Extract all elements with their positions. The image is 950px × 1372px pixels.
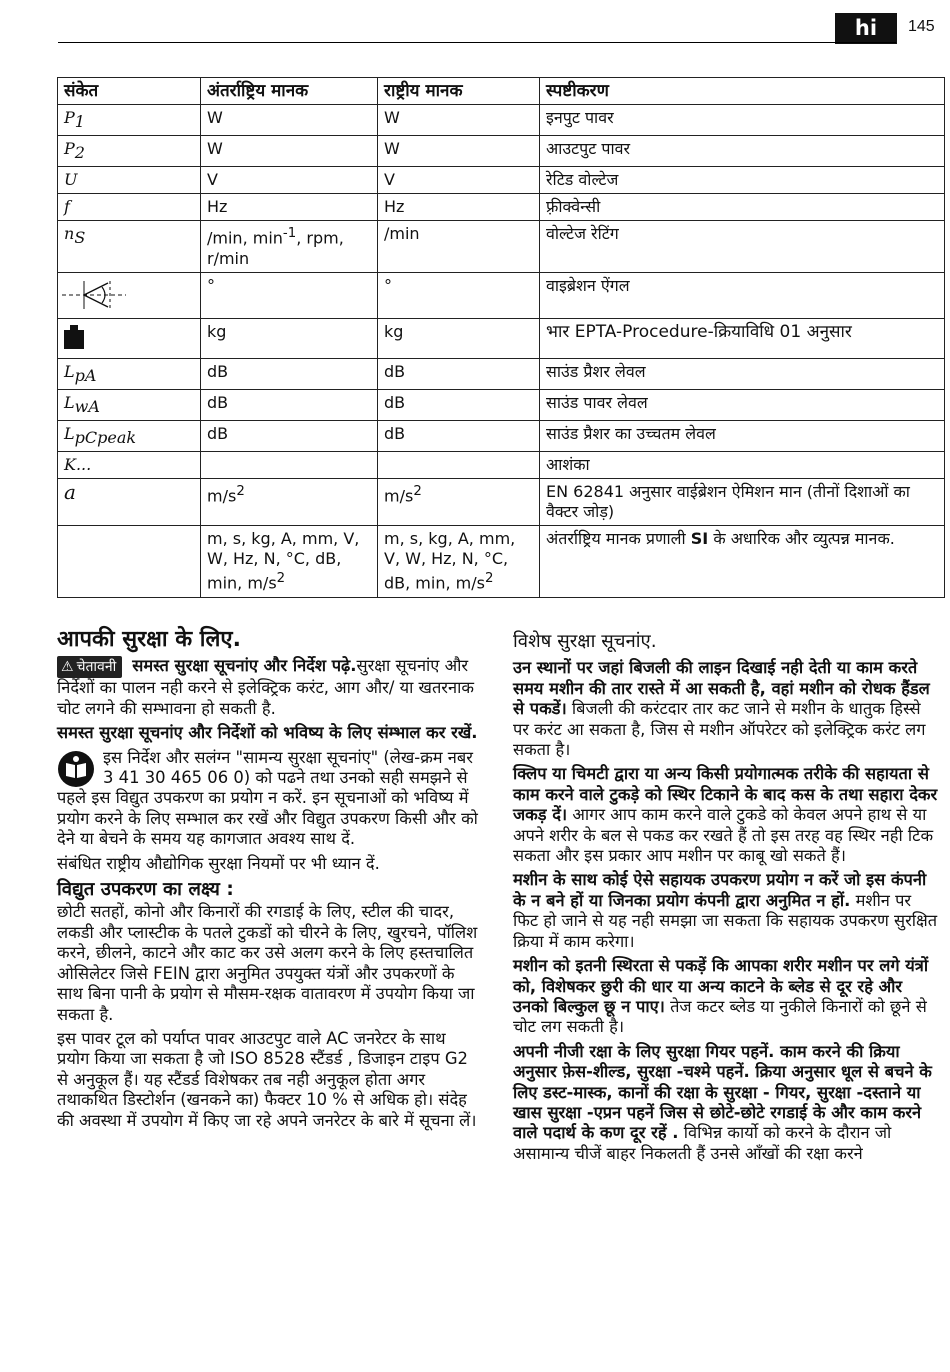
expl-cell: साउंड प्रैशर लेवल [540,358,945,389]
expl-cell: इनपुट पावर [540,105,945,136]
table-row [58,105,945,136]
intl-cell: Hz [201,194,378,221]
symbol-sub: pCpeak [74,428,137,448]
symbol: U [64,170,78,190]
para-text: विभिन्न कार्यो को करने के दौरान जो असामान्य चीजें बाहर निकलती हैं उनसे आँखों की रक्षा करने [513,1123,892,1163]
expl-cell: फ़्रीक्वेन्सी [540,194,945,221]
intl-cell [201,221,378,272]
intl-cell [201,479,378,526]
intl-cell: dB [201,421,378,452]
left-column [57,627,480,1135]
symbol-cell [58,389,201,420]
para-bold: अपनी नीजी रक्षा के लिए सुरक्षा गियर पहनें. काम करने की क्रिया अनुसार फ़ेस-शील्ड, सुरक्षा -चश्मे पहनें. क्रिया अनुसार धूल से बचने के लिए डस्ट-मास्क, कानों की रक्षा के सुरक्षा - गियर, सुरक्षा -दस्ताने या खास सुरक्षा -एप्रन पहनें जिस से छोटे-छोटे रगडाई के और काम करने वाले पदार्थ के कण दूर रहें . [513,1041,932,1143]
intl-sup: 2 [236,484,245,500]
doc-paragraph [57,748,480,850]
symbol: n [64,224,75,244]
symbol: K... [64,455,92,475]
table-row [58,358,945,389]
symbol-sub: wA [74,397,100,417]
nat-value: m/s [384,486,414,506]
symbol-cell [58,221,201,272]
symbol: L [64,392,75,412]
table-row [58,479,945,526]
symbol-cell [58,318,201,358]
intl-cell: V [201,167,378,194]
para-bold: उन स्थानों पर जहां बिजली की लाइन दिखाई नही देती या काम करते समय मशीन की तार रास्ते में आ सकती है, वहां मशीन को रोधक हैंडल से पकडें। [513,658,930,719]
nat-cell: dB [378,358,540,389]
table-row [58,167,945,194]
symbol: P [64,108,75,127]
table-row [58,389,945,420]
expl-cell: साउंड प्रैशर का उच्चतम लेवल [540,421,945,452]
intl-cell: kg [201,318,378,358]
warning-bold: समस्त सुरक्षा सूचनांए और निर्देश पढ़े. [132,656,357,676]
para-text: तेज कटर ब्लेड या नुकीले किनारों को छूने से चोट लग सकती है। [513,996,927,1037]
nat-value: m, s, kg, A, mm, V, W, Hz, N, °C, dB, min, m/s [384,529,516,593]
expl-cell: आउटपुट पावर [540,136,945,167]
header-symbol: संकेत [58,78,201,105]
expl-cell: रेटिड वोल्टेज [540,167,945,194]
intl-value: /min, min [207,228,283,248]
table-row [58,221,945,272]
generator-text: इस पावर टूल को पर्याप्त पावर आउटपुट वाले AC जनरेटर के साथ प्रयोग किया जा सकता है जो ISO 8528 स्टैंडर्ड , डिजाइन टाइप G2 से अनुकूल हैं। यह स्टैंडर्ड विशेषकर तब नही अनुकूल होता अगर तथाकथित डिस्टोर्शन (खनकने का) फैक्टर 10 % से अधिक हो। संदेह की अवस्था में उपयोग में किए जा रहे अपने जनरेटर के बारे में सूचना लें। [57,1028,477,1130]
nat-cell: V [378,167,540,194]
table-row [58,526,945,597]
para-bold: मशीन को इतनी स्थिरता से पकड़ें कि आपका शरीर मशीन पर लगे यंत्रों को, विशेषकर छुरी की धार या अन्य काटने के ब्लेड से दूर रहे और उनको बिल्कुल छू न पाए। [513,956,929,1016]
expl-si: SI [690,529,709,549]
national-rules: संबंधित राष्ट्रीय औद्योगिक सुरक्षा नियमों पर भी ध्यान दें. [57,853,380,873]
expl-cell [540,526,945,597]
right-paragraph-2 [513,764,938,866]
table-row [58,318,945,358]
nat-cell [378,479,540,526]
symbol-sub: S [74,228,86,248]
nat-cell: W [378,105,540,136]
right-paragraph-4 [513,956,938,1038]
expl-post: के अधारिक और व्युत्पन्न मानक. [708,529,895,549]
intl-cell [201,526,378,597]
nat-cell: dB [378,389,540,420]
warning-badge [57,656,122,678]
symbol-cell [58,272,201,318]
warning-triangle-icon: ⚠ [61,659,74,676]
symbol-sub: 2 [74,143,85,163]
symbol-table [57,77,945,598]
expl-cell: EN 62841 अनुसार वाईब्रेशन ऐमिशन मान (तीनों दिशाओं का वैक्टर जोड़) [540,479,945,526]
nat-cell: kg [378,318,540,358]
para-text: बिजली की करंटदार तार कट जाने से मशीन के धातुक हिस्से पर करंट आ सकता है, जिस से मशीन ऑपरेटर को इलेक्ट्रिक करंट लग सकता है। [513,699,926,760]
symbol: a [64,480,76,505]
symbol: L [64,424,75,444]
special-safety-title: विशेष सुरक्षा सूचनांए. [513,631,657,652]
nat-sup: 2 [413,484,422,500]
doc-text: इस निर्देश और सलंग्न "सामन्य सुरक्षा सूचनांए" (लेख-क्रम नबर 3 41 30 465 06 0) को पढने तथा उनको सही समझने से पहले इस विद्युत उपकरण का प्रयोग न करें. इन सूचनाओं को भविष्य में प्रयोग करने के लिए सम्भाल कर रखें और विद्युत उपकरण किसी और को देने या बेचने के समय यह कागजात अवश्य साथ दें. [57,747,478,849]
nat-cell [378,526,540,597]
table-row [58,272,945,318]
header-international: अंतर्राष्ट्रिय मानक [201,78,378,105]
para-bold: क्लिप या चिमटी द्वारा या अन्य किसी प्रयोगात्मक तरीके की सहायता से काम करने वाले टुकड़े को स्थिर टिकाने के बाद कस के तथा सहारा देकर जकड़ दें। [513,764,938,825]
table-row [58,452,945,479]
safety-title: आपकी सुरक्षा के लिए. [57,627,241,652]
right-paragraph-5 [513,1042,938,1164]
symbol-cell [58,105,201,136]
symbol-sub: pA [74,365,97,385]
purpose-title: विद्युत उपकरण का लक्ष्य : [57,879,234,901]
para-text: आगर आप काम करने वाले टुकडे को केवल अपने हाथ से या अपने शरीर के बल से पकड कर रखते हैं तो इस तरह वह स्थिर नही टिक सकता और इस प्रकार आप मशीन पर काबू खो सकते हैं। [513,805,934,866]
symbol: f [64,197,70,217]
table-row [58,136,945,167]
intl-cell: dB [201,389,378,420]
expl-pre: अंतर्राष्ट्रिय मानक प्रणाली [546,529,691,549]
intl-value: m/s [207,486,237,506]
vibration-angle-icon [62,279,126,311]
intl-cell: ° [201,272,378,318]
intl-cell [201,452,378,479]
para-text: मशीन पर फिट हो जाने से यह नही समझा जा सकता कि सहायक उपकरण सुरक्षित क्रिया में काम करेगा। [513,890,938,951]
intl-sup: 2 [276,571,286,587]
weight-icon [62,325,86,349]
nat-cell: dB [378,421,540,452]
intl-cell: dB [201,358,378,389]
expl-cell: भार EPTA-Procedure-क्रियाविधि 01 अनुसार [540,318,945,358]
table-row [58,194,945,221]
expl-cell: साउंड पावर लेवल [540,389,945,420]
keep-instructions: समस्त सुरक्षा सूचनांए और निर्देशों को भविष्य के लिए संम्भाल कर रखें. [57,723,478,743]
nat-cell: W [378,136,540,167]
read-manual-icon [57,750,95,788]
intl-value-post: , rpm, r/min [207,228,344,268]
symbol-cell [58,526,201,597]
symbol-cell [58,479,201,526]
expl-cell: वोल्टेज रेटिंग [540,221,945,272]
table-row [58,421,945,452]
intl-value: m, s, kg, A, mm, V, W, Hz, N, °C, dB, min, m/s [207,529,360,593]
expl-cell: वाइब्रेशन ऐंगल [540,272,945,318]
language-badge: hi [835,13,897,44]
symbol: P [64,139,75,159]
nat-cell: /min [378,221,540,272]
right-column [513,632,938,1168]
symbol-cell [58,358,201,389]
symbol-sub: 1 [74,112,85,132]
symbol-cell [58,421,201,452]
intl-cell: W [201,136,378,167]
warning-paragraph [57,656,480,719]
intl-sup: -1 [282,226,297,242]
symbol-cell [58,136,201,167]
right-paragraph-1 [513,658,938,760]
symbol-cell [58,452,201,479]
intl-cell: W [201,105,378,136]
warning-label: चेतावनी [76,659,117,676]
symbol-cell [58,167,201,194]
para-bold: मशीन के साथ कोई ऐसे सहायक उपकरण प्रयोग न करें जो इस कंपनी के न बने हों या जिनका प्रयोग कंपनी द्वारा अनुमित न हों. [513,870,927,910]
right-paragraph-3 [513,870,938,952]
header-national: राष्ट्रीय मानक [378,78,540,105]
nat-cell: Hz [378,194,540,221]
symbol: L [64,361,75,381]
nat-cell: ° [378,272,540,318]
nat-sup: 2 [484,571,494,587]
header-rule [58,42,896,43]
nat-cell [378,452,540,479]
expl-cell: आशंका [540,452,945,479]
table-header-row [58,78,945,105]
purpose-text: छोटी सतहों, कोनो और किनारों की रगडाई के लिए, स्टील की चादर, लकडी और प्लास्टीक के पतले टुकडों को चीरने के लिए, खुरचने, पॉलिश करने, छीलने, काटने और काट कर उसे अलग करने के लिए हस्तचालित ओसिलेटर जिसे FEIN द्वारा अनुमित उपयुक्त यंत्रों और उपकरणों के साथ बिना पानी के प्रयोग से मौसम-रक्षक वातावरण में उपयोग किया जा सकता है. [57,902,478,1024]
warning-text: सुरक्षा सूचनांए और निर्देशों का पालन नही करने से इलेक्ट्रिक करंट, आग और/ या खतरनाक चोट लगने की सम्भावना हो सकती है. [57,656,474,718]
page-number: 145 [908,18,935,35]
header-explanation: स्पष्टीकरण [540,78,945,105]
symbol-cell [58,194,201,221]
